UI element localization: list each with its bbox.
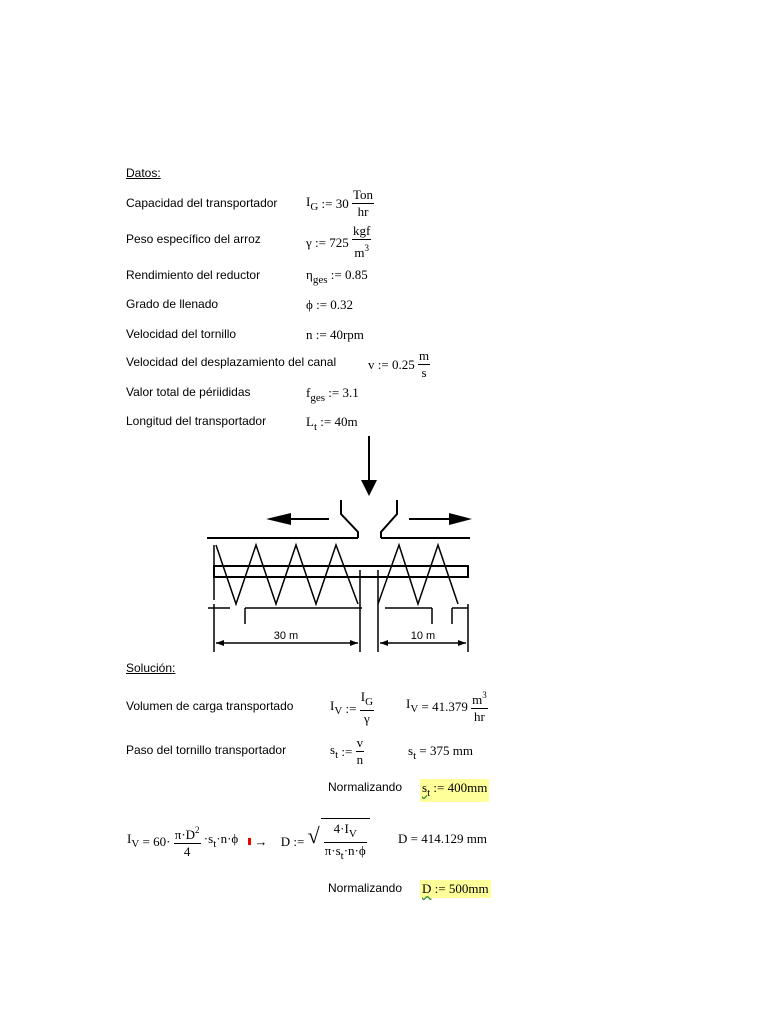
var-n: n <box>306 327 313 342</box>
var-v: v <box>368 357 375 372</box>
var-gamma: γ <box>306 234 312 250</box>
solucion-heading: Solución: <box>126 661 176 675</box>
dim-arrow <box>380 640 388 646</box>
assign-op: := <box>330 267 342 282</box>
assign-op: := <box>328 385 340 400</box>
sub-t: t <box>413 750 417 762</box>
label-rendimiento: Rendimiento del reductor <box>126 268 261 282</box>
datos-heading: Datos: <box>126 166 161 180</box>
capacity-equation[interactable] <box>127 818 370 864</box>
sub-t: t <box>213 838 217 850</box>
assign-op: := <box>341 744 353 759</box>
value-longitud: 40m <box>334 414 358 429</box>
unit-mm: mm <box>452 743 473 758</box>
var-eta: η <box>306 267 313 282</box>
equals-op: = <box>410 831 418 846</box>
result-paso[interactable] <box>408 744 473 762</box>
label-vel-canal: Velocidad del desplazamiento del canal <box>126 355 337 369</box>
var-st: s <box>330 741 336 757</box>
cursor-marker <box>248 838 251 845</box>
value-diameter: 414.129 <box>421 831 464 846</box>
assign-op: := <box>316 297 328 312</box>
var-d: D <box>398 831 408 846</box>
unit-mm: mm <box>466 831 487 846</box>
sub-t: t <box>335 748 339 761</box>
var-st: s <box>422 780 428 795</box>
value-normalizado-paso: 400mm <box>447 780 488 795</box>
flow-arrow-left-head <box>266 513 291 525</box>
result-diameter[interactable] <box>398 832 487 845</box>
unit-kgf-m3: $\frac{\text{kgf}}{m^3}$ <box>352 223 371 260</box>
sub-v: V <box>131 838 140 850</box>
label-normalizando-diameter: Normalizando <box>328 881 403 895</box>
value-volumen: 41.379 <box>432 698 468 714</box>
value-perdidas: 3.1 <box>342 385 359 400</box>
assign-op: := <box>315 327 327 342</box>
fraction-ig-gamma: $\frac{I_G}{\gamma}$ <box>360 689 374 726</box>
def-normalizado-diameter[interactable] <box>420 880 491 898</box>
label-vel-tornillo: Velocidad del tornillo <box>126 327 237 341</box>
dim-arrow <box>216 640 224 646</box>
value-paso: 375 <box>429 743 450 758</box>
sqrt-expression <box>308 818 370 864</box>
value-rendimiento: 0.85 <box>344 267 368 282</box>
def-volumen[interactable] <box>330 689 374 727</box>
value-vel-tornillo: 40rpm <box>329 327 364 342</box>
label-peso: Peso específico del arroz <box>126 232 261 246</box>
term-st: ·s <box>203 831 214 846</box>
var-iv: I <box>127 831 132 846</box>
assign-op: := <box>433 780 445 795</box>
label-longitud: Longitud del transportador <box>126 414 267 428</box>
label-capacidad: Capacidad del transportador <box>126 196 278 210</box>
assign-op: := <box>315 234 326 250</box>
label-perdidas: Valor total de périididas <box>126 385 251 399</box>
var-iv: $I_V$ <box>330 698 343 717</box>
sub-t: t <box>427 787 431 799</box>
var-ig: $I_G$ <box>306 193 319 213</box>
equals-op: = <box>421 698 429 714</box>
value-vel-canal: 0.25 <box>391 357 415 372</box>
var-d: D <box>280 833 291 849</box>
dim-arrow <box>458 640 466 646</box>
sub-ges: ges <box>310 392 326 404</box>
fraction-4iv-pi-st-n-phi: $\frac{4\cdot I_V}{\pi\cdot s_t\cdot n\cdot\phi}$ <box>324 821 366 862</box>
assign-op: := <box>377 357 389 372</box>
assign-op: := <box>434 881 446 896</box>
dim-arrow <box>350 640 358 646</box>
term-n-phi: ·n·ϕ <box>216 831 239 846</box>
feed-arrow-head <box>361 480 377 496</box>
equals-op: = <box>142 833 150 849</box>
assign-op: := <box>320 414 332 429</box>
label-volumen: Volumen de carga transportado <box>126 699 294 713</box>
unit-m-s: $\frac{m}{s}$ <box>418 348 430 380</box>
unit-m3-hr: $\frac{m^3}{hr}$ <box>471 687 488 725</box>
fraction-v-n: $\frac{v}{n}$ <box>356 735 364 767</box>
assign-op: := <box>321 196 333 211</box>
dot-op: · <box>166 833 171 849</box>
var-iv: I <box>406 696 411 711</box>
unit-ton-hr: $\frac{\text{Ton}}{hr}$ <box>353 187 374 219</box>
fraction-pi-d2-4: $\frac{\pi\cdot D^2}{4}$ <box>174 822 201 860</box>
value-peso: 725 <box>329 234 349 250</box>
var-f: f <box>306 385 311 400</box>
def-normalizado-paso[interactable] <box>420 779 489 802</box>
sub-v: V <box>410 703 419 715</box>
assign-op: := <box>293 833 305 849</box>
result-volumen[interactable] <box>406 687 488 725</box>
var-d: D <box>422 881 432 896</box>
flow-arrow-right-head <box>449 513 472 525</box>
assign-op: := <box>345 700 357 716</box>
hopper-right <box>381 500 397 538</box>
sqrt-icon: √ <box>307 823 320 848</box>
label-llenado: Grado de llenado <box>126 297 219 311</box>
coefficient-60: 60 <box>153 833 167 849</box>
label-normalizando-paso: Normalizando <box>328 780 403 794</box>
equals-op: = <box>419 743 427 758</box>
dim-label-30m: 30 m <box>273 630 299 642</box>
dim-label-10m: 10 m <box>410 630 436 642</box>
value-normalizado-diameter: 500mm <box>448 881 489 896</box>
value-capacidad: 30 <box>335 196 349 211</box>
sub-t: t <box>313 421 318 433</box>
var-l: L <box>306 414 314 429</box>
value-llenado: 0.32 <box>330 297 354 312</box>
hopper-left <box>341 500 358 538</box>
var-st: s <box>408 743 414 758</box>
solve-arrow-icon: → <box>254 833 268 849</box>
sub-ges: ges <box>312 274 328 286</box>
var-phi: ϕ <box>306 297 313 312</box>
def-paso[interactable] <box>330 735 364 768</box>
label-paso: Paso del tornillo transportador <box>126 743 287 757</box>
